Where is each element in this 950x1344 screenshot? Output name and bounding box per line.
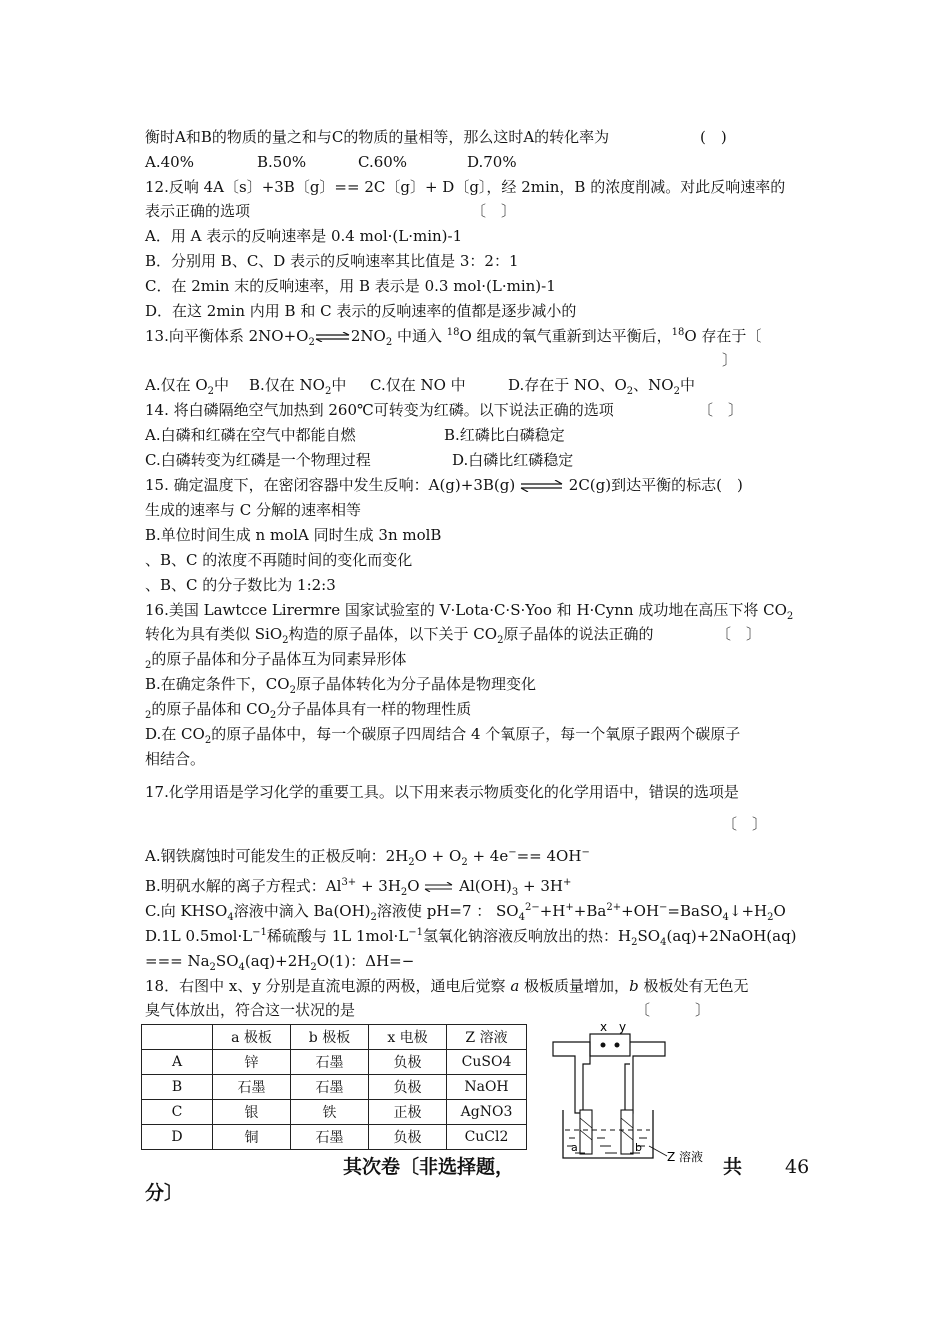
table-cell: A (142, 1050, 213, 1075)
sup: − (581, 847, 590, 858)
t: 极板处有无色无 (638, 977, 749, 995)
t: O(1)：ΔH=− (316, 952, 415, 970)
sub: 2 (209, 962, 216, 973)
t: 溶液中滴入 Ba(OH) (233, 902, 371, 920)
table-cell: 锌 (213, 1050, 291, 1075)
section-gong: 共 (723, 1156, 743, 1178)
t: O (773, 902, 786, 920)
t: 极板质量增加， (519, 977, 630, 995)
q15-option-d: 、B、C 的分子数比为 1:2:3 (145, 576, 336, 594)
q12-option-b: B．分别用 B、C、D 表示的反响速率其比值是 3：2：1 (145, 252, 519, 270)
sub: 4 (238, 962, 245, 973)
sup: + (563, 877, 572, 888)
table-cell: 铁 (291, 1100, 369, 1125)
q13-option-a (145, 376, 230, 397)
q12-stem2-text: 表示正确的选项 (145, 202, 251, 220)
section-score: 46 (785, 1156, 810, 1178)
sup: −1 (252, 927, 267, 938)
q15-stem (145, 475, 743, 495)
power-supply-box (590, 1034, 630, 1056)
q12-bracket: 〔 〕 (471, 202, 517, 220)
sub: 4 (518, 912, 525, 923)
t: 稀硫酸与 1L 1mol·L (266, 927, 409, 945)
q17-option-a (145, 846, 590, 866)
table-cell: B (142, 1075, 213, 1100)
table-cell: 银 (213, 1100, 291, 1125)
sub: 2 (461, 857, 468, 868)
sup: −1 (408, 927, 424, 938)
q13-text-b: 2NO (350, 327, 386, 345)
q16-stem1 (145, 600, 793, 620)
table-cell: CuSO4 (447, 1050, 527, 1075)
table-header-row (142, 1025, 527, 1050)
table-header: x 电极 (369, 1025, 447, 1050)
q13-option-b (249, 375, 346, 395)
t: ↓+H (728, 902, 768, 920)
t: C.向 KHSO (145, 902, 228, 920)
q16-stem2 (145, 624, 762, 646)
t: 18．右图中 x、y 分别是直流电源的两极，通电后觉察 (145, 977, 511, 995)
pointer-line (649, 1146, 667, 1156)
sub: 2 (626, 386, 634, 397)
t: +Ba (573, 902, 607, 920)
sup: + (565, 902, 574, 913)
sub: 2 (324, 386, 332, 397)
table-cell: 石墨 (291, 1075, 369, 1100)
q14-option-c: C.白磷转变为红磷是一个物理过程 (145, 451, 371, 469)
q11-option-c: C.60% (358, 153, 408, 171)
sub: 4 (722, 912, 729, 923)
sup: 3+ (341, 877, 357, 888)
table-row (142, 1100, 527, 1125)
table-row (142, 1075, 527, 1100)
table-header: b 极板 (291, 1025, 369, 1050)
q16-option-d (145, 724, 740, 744)
table-row (142, 1050, 527, 1075)
table-cell: 石墨 (213, 1075, 291, 1100)
q11-option-d: D.70% (467, 153, 517, 171)
q14-stem (145, 400, 744, 420)
q18-bracket: 〔 〕 (635, 1001, 711, 1019)
sub: 4 (660, 937, 667, 948)
q14-option-d: D.白磷比红磷稳定 (452, 451, 574, 469)
t: Al(OH) (459, 877, 512, 895)
q13-text-c: 中通入 (396, 327, 442, 345)
t: O + O (414, 847, 462, 865)
sup: 2− (524, 902, 540, 913)
sup: 18 (446, 327, 460, 338)
section-title: 其次卷〔非选择题， (343, 1156, 515, 1178)
a-label: a (571, 1141, 578, 1154)
table-cell: 铜 (213, 1125, 291, 1150)
q18-table (141, 1024, 527, 1150)
sub: 2 (497, 635, 504, 646)
t: B.明矾水解的离子方程式：Al (145, 877, 342, 895)
sup: 18 (671, 327, 685, 338)
q11-option-b: B.50% (257, 153, 307, 171)
t: +H (539, 902, 566, 920)
t: 溶液使 pH=7 ： SO (376, 902, 519, 920)
section-fen: 分〕 (145, 1182, 184, 1204)
t: 中 (679, 376, 695, 394)
q16-option-a (145, 649, 406, 669)
t: 原子晶体转化为分子晶体是物理变化 (295, 675, 536, 693)
t: 转化为具有类似 SiO (145, 625, 283, 643)
sub: 2 (145, 660, 152, 671)
t: +OH (621, 902, 660, 920)
equilibrium-arrow-icon (520, 480, 564, 492)
t: 的原子晶体中，每一个碳原子四周结合 4 个氧原子，每一个氧原子跟两个碳原子 (211, 725, 741, 743)
sub: 2 (673, 386, 680, 397)
q11-options (145, 152, 517, 172)
sub: 2 (308, 337, 315, 348)
t: 中 (331, 376, 347, 394)
q15-text-b: 2C(g)到达平衡的标志( ) (568, 476, 743, 494)
q14-option-a: A.白磷和红磷在空气中都能自燃 (145, 426, 356, 444)
electrolysis-diagram (545, 1018, 725, 1168)
t: 构造的原子晶体，以下关于 CO (288, 625, 498, 643)
q15-text-a: 15. 确定温度下，在密闭容器中发生反响：A(g)+3B(g) (145, 476, 516, 494)
q17-bracket: 〔 〕 (722, 815, 768, 833)
q13-option-d (508, 375, 695, 395)
q16-option-d-cont: 相结合。 (145, 750, 206, 768)
t: a (510, 977, 520, 995)
z-solution-label: Z 溶液 (667, 1150, 704, 1164)
q12-stem: 12.反响 4A〔s〕+3B〔g〕== 2C〔g〕+ D〔g〕，经 2min，B 的浓度削减。对此反响速率的 (145, 178, 786, 196)
sub: 2 (269, 710, 277, 721)
q14-bracket: 〔 〕 (698, 401, 744, 419)
table-header: Z 溶液 (447, 1025, 527, 1050)
t: A.仅在 O (145, 376, 208, 394)
sub: 2 (385, 337, 393, 348)
table-header (142, 1025, 213, 1050)
t: 的原子晶体和 CO (151, 700, 270, 718)
sub: 2 (786, 611, 794, 622)
q13-text-e: O 存在于〔 (684, 327, 762, 345)
t: (aq)+2NaOH(aq) (666, 927, 797, 945)
q13-text-a: 13.向平衡体系 2NO+O (145, 327, 309, 345)
q11-option-a: A.40% (145, 153, 194, 171)
table-cell: 负极 (369, 1075, 447, 1100)
q13-text-d: O 组成的氧气重新到达平衡后， (459, 327, 672, 345)
q15-option-a: 生成的速率与 C 分解的速率相等 (145, 501, 362, 519)
sub: 2 (370, 912, 377, 923)
q14-row1 (145, 425, 565, 445)
t: D.1L 0.5mol·L (145, 927, 253, 945)
right-wire (625, 1042, 665, 1113)
sub: 2 (145, 710, 152, 721)
q11-text: 衡时A和B的物质的量之和与C的物质的量相等，那么这时A的转化率为 (145, 128, 610, 146)
t: + 4e (467, 847, 509, 865)
table-header: a 极板 (213, 1025, 291, 1050)
t: 原子晶体的说法正确的 (503, 625, 654, 643)
t: + 3H (518, 877, 563, 895)
q17-option-c (145, 901, 786, 921)
q11-line (145, 127, 727, 147)
q18-stem2 (145, 1000, 711, 1020)
q13-bracket-close: 〕 (722, 351, 738, 369)
sup: − (659, 902, 668, 913)
q13-options (145, 375, 695, 397)
t: D.存在于 NO、O (508, 376, 627, 394)
table-cell: D (142, 1125, 213, 1150)
q14-option-b: B.红磷比白磷稳定 (444, 426, 565, 444)
b-label: b (635, 1141, 642, 1154)
table-cell: CuCl2 (447, 1125, 527, 1150)
sub: 2 (310, 962, 317, 973)
sub: 2 (282, 635, 289, 646)
q17-option-d-cont (145, 951, 414, 971)
t: D.在 CO (145, 725, 205, 743)
q16-option-b (145, 674, 536, 694)
t: == 4OH (516, 847, 582, 865)
table-cell: AgNO3 (447, 1100, 527, 1125)
t: 臭气体放出，符合这一状况的是 (145, 1001, 356, 1019)
q12-option-a: A．用 A 表示的反响速率是 0.4 mol·(L·min)-1 (145, 227, 463, 245)
q13-stem (145, 326, 761, 346)
sup: 2+ (606, 902, 622, 913)
q16-text: 16.美国 Lawtcce Lirermre 国家试验室的 V·Lota·C·S·Yoo 和 H·Cynn 成功地在高压下将 CO (145, 601, 787, 619)
x-electrode-label: x (600, 1020, 608, 1034)
q14-text: 14. 将白磷隔绝空气加热到 260℃可转变为红磷。以下说法正确的选项 (145, 401, 614, 419)
sub: 2 (400, 887, 408, 898)
t: O (407, 877, 420, 895)
t: 、NO (633, 376, 674, 394)
q15-option-b: B.单位时间生成 n molA 同时生成 3n molB (145, 526, 442, 544)
t: 氢氧化钠溶液反响放出的热：H (423, 927, 632, 945)
q17-option-d (145, 926, 797, 946)
sub: 2 (207, 386, 215, 397)
t: B.在确定条件下，CO (145, 675, 290, 693)
q12-option-c: C．在 2min 末的反响速率，用 B 表示是 0.3 mol·(L·min)-1 (145, 277, 556, 295)
q11-bracket: ( ) (700, 128, 727, 146)
q12-option-d: D．在这 2min 内用 B 和 C 表示的反响速率的值都是逐步减小的 (145, 302, 577, 320)
q17-stem: 17.化学用语是学习化学的重要工具。以下用来表示物质变化的化学用语中，错误的选项是 (145, 783, 739, 801)
t: === Na (145, 952, 210, 970)
table-cell: 石墨 (291, 1125, 369, 1150)
sup: − (508, 847, 517, 858)
table-cell: NaOH (447, 1075, 527, 1100)
t: =BaSO (667, 902, 723, 920)
t: b (629, 977, 639, 995)
terminal-dot (615, 1043, 620, 1048)
left-wire (553, 1042, 590, 1113)
sub: 2 (204, 735, 212, 746)
t: SO (215, 952, 239, 970)
table-cell: 负极 (369, 1125, 447, 1150)
t: + 3H (356, 877, 401, 895)
sub: 2 (767, 912, 774, 923)
q17-option-b (145, 876, 571, 896)
t: 中 (214, 376, 230, 394)
q16-option-c (145, 699, 471, 719)
q15-option-c: 、B、C 的浓度不再随时间的变化而变化 (145, 551, 413, 569)
table-cell: C (142, 1100, 213, 1125)
equilibrium-arrow-icon (315, 332, 351, 342)
table-cell: 石墨 (291, 1050, 369, 1075)
sub: 3 (511, 887, 519, 898)
t: 的原子晶体和分子晶体互为同素异形体 (151, 650, 407, 668)
t: SO (637, 927, 661, 945)
t: B.仅在 NO (249, 376, 325, 394)
y-electrode-label: y (619, 1020, 627, 1034)
sub: 2 (289, 685, 296, 696)
equilibrium-arrow-icon (424, 882, 454, 892)
q18-stem1 (145, 976, 748, 996)
table-cell: 正极 (369, 1100, 447, 1125)
sub: 2 (408, 857, 415, 868)
sub: 2 (631, 937, 638, 948)
t: A.钢铁腐蚀时可能发生的正极反响：2H (145, 847, 409, 865)
q16-bracket: 〔 〕 (716, 625, 762, 643)
t: 分子晶体具有一样的物理性质 (276, 700, 472, 718)
table-row (142, 1125, 527, 1150)
terminal-dot (601, 1043, 606, 1048)
q13-option-c: C.仅在 NO 中 (370, 376, 466, 394)
table-cell: 负极 (369, 1050, 447, 1075)
sub: 4 (227, 912, 234, 923)
q12-stem2 (145, 201, 517, 221)
q14-row2 (145, 450, 574, 470)
t: (aq)+2H (244, 952, 311, 970)
